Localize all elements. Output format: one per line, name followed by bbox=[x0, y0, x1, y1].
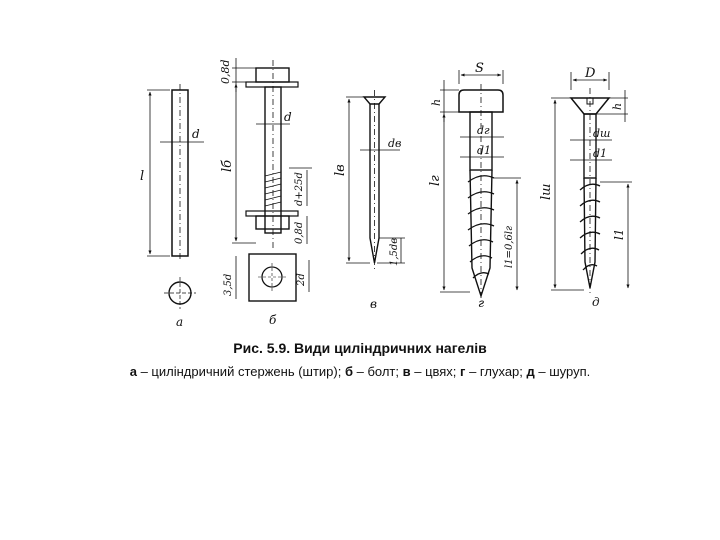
lag-screw-drawing bbox=[428, 61, 521, 310]
screw-core-label: d1 bbox=[593, 147, 608, 160]
nail-diameter-label: dв bbox=[388, 137, 402, 150]
caption-key-g: г bbox=[460, 364, 466, 379]
rod-diameter-label: d bbox=[192, 127, 200, 141]
bolt-nut-label: 0,8d bbox=[294, 221, 305, 244]
nail-length-label: lв bbox=[333, 164, 348, 176]
screw-head-width-label: D bbox=[585, 66, 596, 81]
rod-drawing bbox=[140, 84, 204, 329]
lag-length-label: lг bbox=[428, 175, 443, 186]
nail-tip-label: 1,5dв bbox=[389, 237, 400, 266]
screw-length-label: lш bbox=[539, 183, 554, 200]
caption-key-v: в bbox=[402, 364, 411, 379]
caption-desc-b: – болт; bbox=[353, 364, 403, 379]
bolt-drawing bbox=[219, 58, 312, 327]
screw-thread-label: l1 bbox=[612, 228, 626, 240]
bolt-head-label: 0,8d bbox=[219, 59, 232, 84]
caption-desc-d: – шуруп. bbox=[534, 364, 591, 379]
label-b: б bbox=[269, 313, 277, 327]
caption-desc-g: – глухар; bbox=[465, 364, 527, 379]
lag-thread-label: l1=0,6lг bbox=[504, 225, 515, 268]
caption-desc-a: – циліндричний стержень (штир); bbox=[136, 364, 345, 379]
label-g: г bbox=[478, 296, 485, 310]
bolt-washer-plan bbox=[249, 254, 296, 301]
bolt-thread-label: d+25d bbox=[294, 172, 305, 206]
caption-key-b: б bbox=[344, 364, 353, 379]
wood-screw-drawing bbox=[539, 66, 632, 309]
caption-key-a: а bbox=[129, 364, 137, 379]
label-d: д bbox=[592, 295, 600, 309]
nail-head bbox=[364, 97, 385, 104]
caption-key-d: д bbox=[526, 364, 535, 379]
figure-caption-text bbox=[0, 364, 720, 379]
bolt-diameter-label: d bbox=[284, 110, 292, 124]
lag-core-label: d1 bbox=[477, 144, 492, 157]
bolt-nut bbox=[256, 216, 289, 229]
lag-shank-label: dг bbox=[477, 124, 490, 137]
screw-shank-label: dш bbox=[593, 127, 611, 140]
lag-head-height-label: h bbox=[430, 98, 443, 106]
nail-drawing bbox=[333, 90, 405, 311]
caption-desc-v: – цвях; bbox=[410, 364, 461, 379]
bolt-washer-label: 3,5d bbox=[223, 273, 234, 296]
bolt-head bbox=[256, 68, 289, 82]
screw-head-height-label: h bbox=[611, 102, 624, 110]
lag-head-width-label: S bbox=[475, 61, 484, 76]
bolt-washer-top bbox=[246, 82, 298, 87]
label-v: в bbox=[370, 297, 377, 311]
rod-length-label: l bbox=[140, 169, 145, 184]
bolt-washer-bottom bbox=[246, 211, 298, 216]
bolt-length-label: lб bbox=[220, 159, 235, 172]
label-a: а bbox=[176, 315, 184, 329]
figure-caption-title: Рис. 5.9. Види циліндричних нагелів bbox=[233, 340, 487, 356]
bolt-washer-hole-label: 2d bbox=[296, 273, 307, 286]
